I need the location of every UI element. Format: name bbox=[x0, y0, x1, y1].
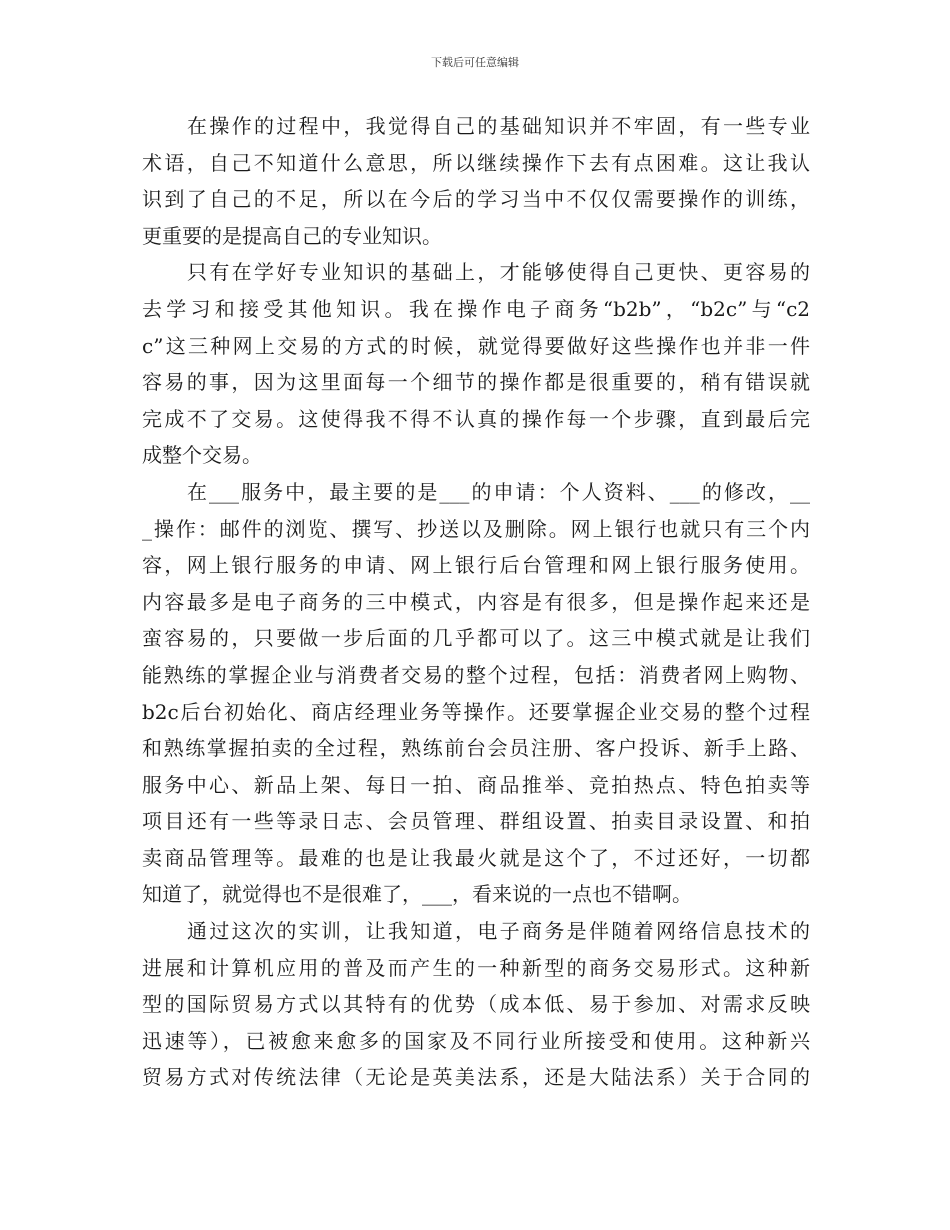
text-line: 蛮容易的，只要做一步后面的几乎都可以了。这三中模式就是让我们 bbox=[142, 626, 810, 651]
text-line: 进展和计算机应用的普及而产生的一种新型的商务交易形式。这种新 bbox=[142, 955, 810, 980]
text-line: 和熟练掌握拍卖的全过程，熟练前台会员注册、客户投诉、新手上路、 bbox=[142, 736, 810, 761]
text-line: b2c后台初始化、商店经理业务等操作。还要掌握企业交易的整个过程 bbox=[142, 699, 810, 724]
paragraph-1 bbox=[142, 108, 810, 254]
text-line: 完成不了交易。这使得我不得不认真的操作每一个步骤，直到最后完 bbox=[142, 406, 810, 431]
text-line: 容，网上银行服务的申请、网上银行后台管理和网上银行服务使用。 bbox=[142, 553, 810, 578]
text-line: 贸易方式对传统法律（无论是英美法系，还是大陆法系）关于合同的 bbox=[142, 1065, 810, 1090]
text-line: 成整个交易。 bbox=[142, 443, 262, 468]
text-line: _操作：邮件的浏览、撰写、抄送以及删除。网上银行也就只有三个内 bbox=[142, 516, 810, 541]
text-line: 知道了，就觉得也不是很难了，___，看来说的一点也不错啊。 bbox=[142, 882, 692, 907]
document-body bbox=[142, 108, 810, 1096]
text-line: 识到了自己的不足，所以在今后的学习当中不仅仅需要操作的训练， bbox=[142, 187, 810, 212]
text-line: 只有在学好专业知识的基础上，才能够使得自己更快、更容易的 bbox=[187, 260, 810, 285]
text-line: 卖商品管理等。最难的也是让我最火就是这个了，不过还好，一切都 bbox=[142, 845, 810, 870]
text-line: 去学习和接受其他知识。我在操作电子商务“b2b”，“b2c”与“c2 bbox=[142, 296, 810, 321]
text-line: 迅速等），已被愈来愈多的国家及不同行业所接受和使用。这种新兴 bbox=[142, 1028, 810, 1053]
text-line: 项目还有一些等录日志、会员管理、群组设置、拍卖目录设置、和拍 bbox=[142, 809, 810, 834]
text-line: 术语，自己不知道什么意思，所以继续操作下去有点困难。这让我认 bbox=[142, 150, 810, 175]
text-line: 能熟练的掌握企业与消费者交易的整个过程，包括：消费者网上购物、 bbox=[142, 662, 810, 687]
text-line: 服务中心、新品上架、每日一拍、商品推举、竞拍热点、特色拍卖等 bbox=[142, 772, 810, 797]
text-line: 更重要的是提高自己的专业知识。 bbox=[142, 223, 442, 248]
page-header: 下载后可任意编辑 bbox=[431, 56, 519, 69]
text-line: 容易的事，因为这里面每一个细节的操作都是很重要的，稍有错误就 bbox=[142, 370, 810, 395]
text-line: 在___服务中，最主要的是___的申请：个人资料、___的修改，__ bbox=[187, 479, 810, 504]
text-line: 通过这次的实训，让我知道，电子商务是伴随着网络信息技术的 bbox=[187, 919, 810, 944]
text-line: 型的国际贸易方式以其特有的优势（成本低、易于参加、对需求反映 bbox=[142, 992, 810, 1017]
text-line: c”这三种网上交易的方式的时候，就觉得要做好这些操作也并非一件 bbox=[142, 333, 810, 358]
paragraph-2 bbox=[142, 254, 810, 474]
paragraph-3 bbox=[142, 474, 810, 913]
text-line: 内容最多是电子商务的三中模式，内容是有很多，但是操作起来还是 bbox=[142, 589, 810, 614]
text-line: 在操作的过程中，我觉得自己的基础知识并不牢固，有一些专业 bbox=[187, 114, 810, 138]
paragraph-4 bbox=[142, 913, 810, 1096]
